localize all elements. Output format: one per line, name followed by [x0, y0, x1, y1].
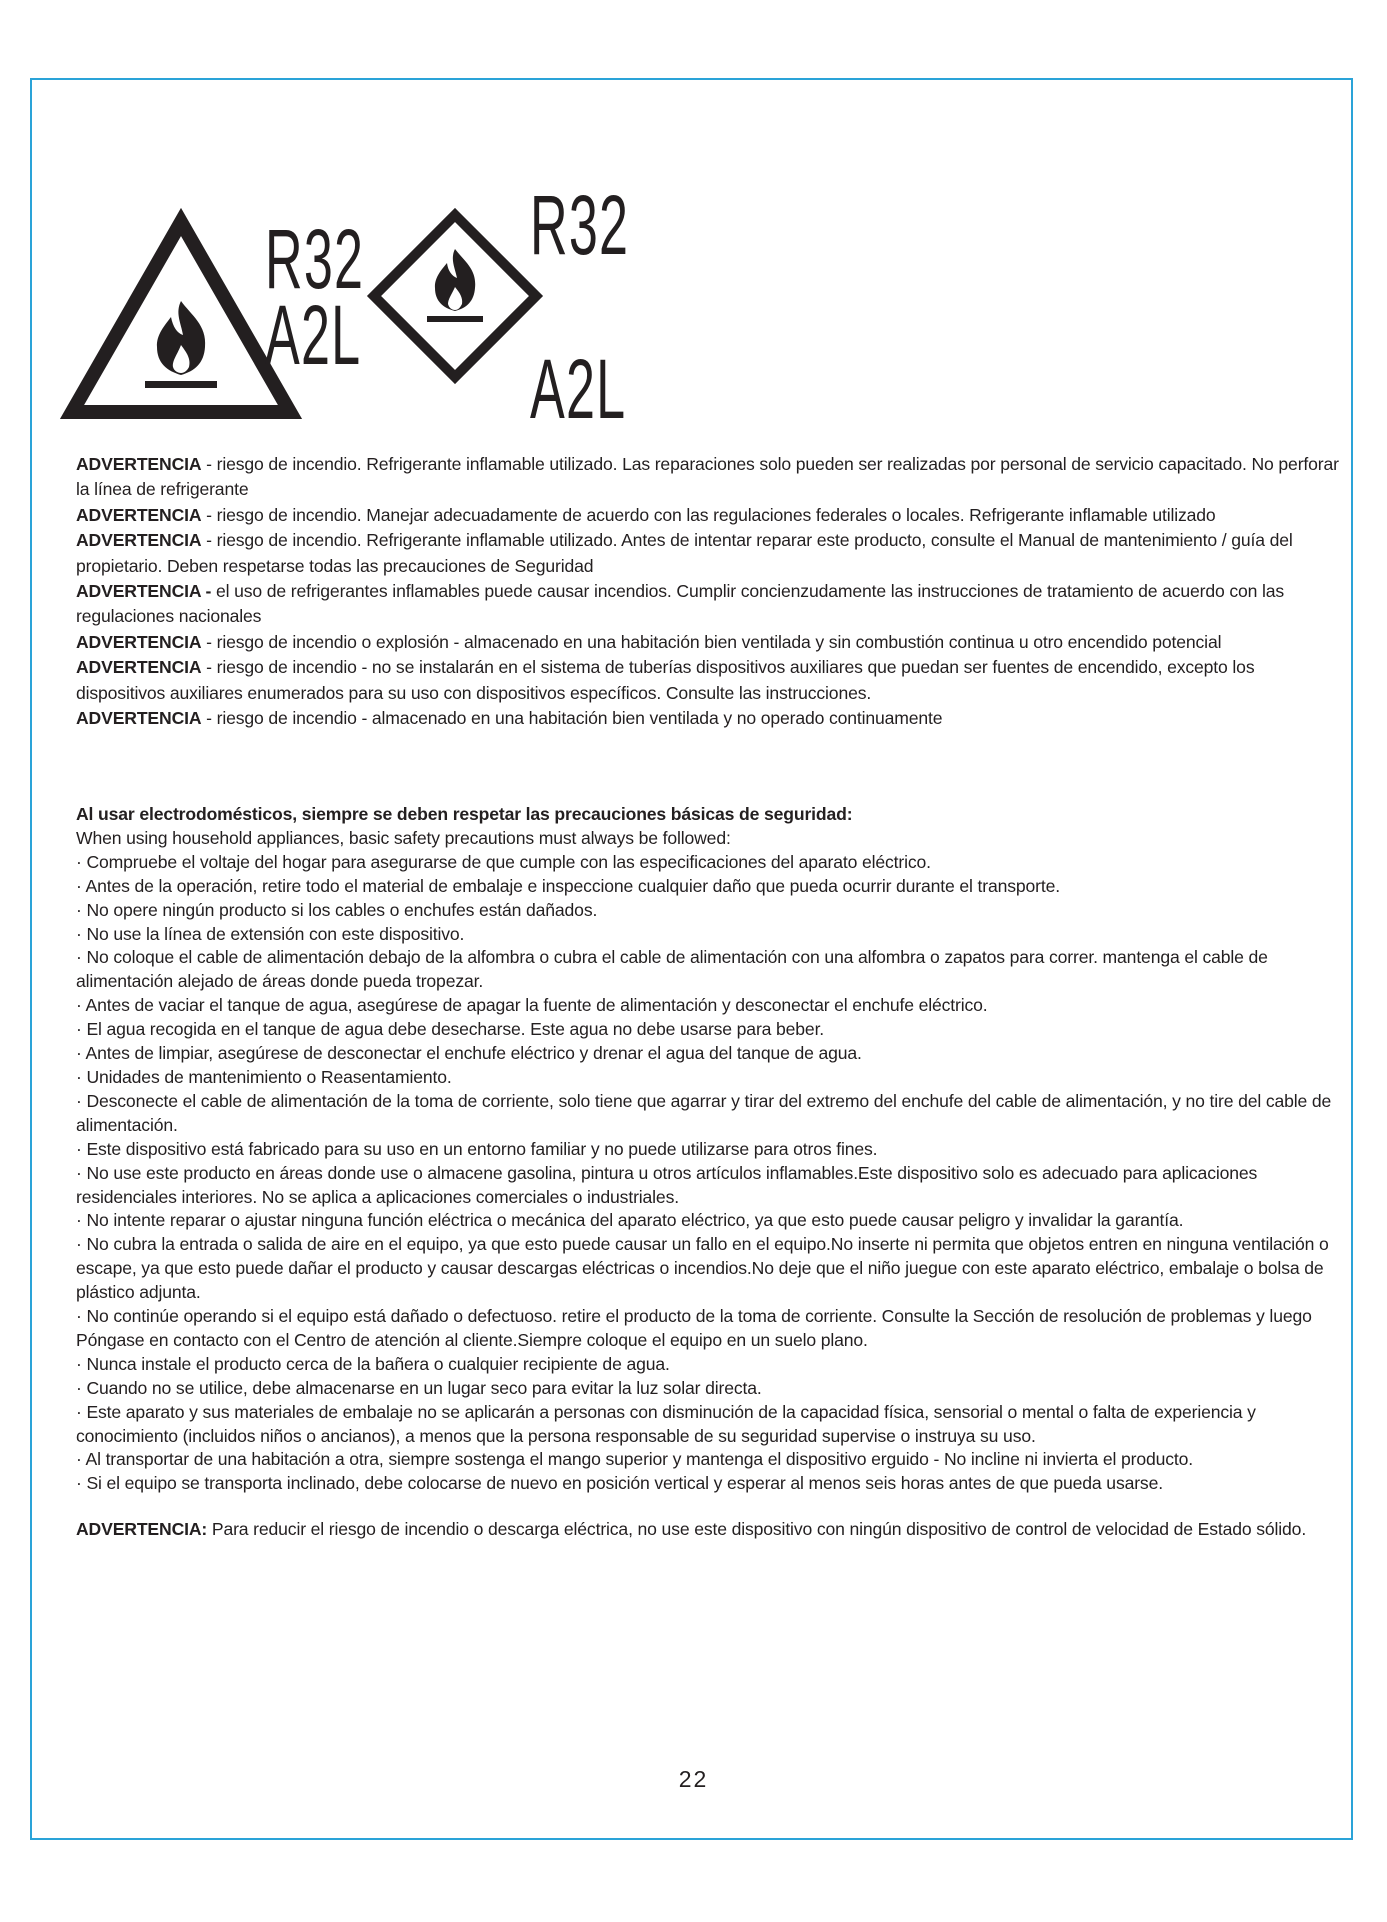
flame-icon — [145, 301, 217, 388]
safety-subheading: When using household appliances, basic safety precautions must always be followed: — [76, 827, 731, 848]
page-number: 22 — [678, 1766, 709, 1792]
list-item: · Al transportar de una habitación a otra, siempre sostenga el mango superior y mantenga el dispositivo erguido - No incline ni invierta el producto. — [76, 1448, 1346, 1472]
warning-label: ADVERTENCIA — [76, 631, 202, 652]
list-item: · Antes de vaciar el tanque de agua, asegúrese de apagar la fuente de alimentación y desconectar el enchufe eléctrico. — [76, 994, 1346, 1018]
safety-heading-text: Al usar electrodomésticos, siempre se deben respetar las precauciones básicas de seguridad: — [76, 804, 853, 824]
warning-label: ADVERTENCIA — [76, 708, 202, 729]
warning-text: - riesgo de incendio - no se instalarán en el sistema de tuberías dispositivos auxiliares que puedan ser fuentes de encendido, excepto los dispositivos auxiliares enumerados para su uso con dispositivos específicos. Consulte las instrucciones. — [76, 657, 1255, 703]
list-item: · Cuando no se utilice, debe almacenarse en un lugar seco para evitar la luz solar directa. — [76, 1377, 1346, 1401]
warning-label: ADVERTENCIA — [76, 657, 202, 678]
list-item: · No intente reparar o ajustar ninguna función eléctrica o mecánica del aparato eléctrico, ya que esto puede causar peligro y invalidar la garantía. — [76, 1209, 1346, 1233]
warning-text: - riesgo de incendio o explosión - almacenado en una habitación bien ventilada y sin combustión continua u otro encendido potencial — [201, 631, 1222, 652]
list-item: · Antes de limpiar, asegúrese de desconectar el enchufe eléctrico y drenar el agua del tanque de agua. — [76, 1042, 1346, 1066]
warning-label: ADVERTENCIA - — [76, 581, 212, 602]
warning-text: - riesgo de incendio. Manejar adecuadamente de acuerdo con las regulaciones federales o locales. Refrigerante inflamable utilizado — [201, 504, 1216, 525]
list-item: · No cubra la entrada o salida de aire en el equipo, ya que esto puede causar un fallo en el equipo.No inserte ni permita que objetos entren en ninguna ventilación o escape, ya que esto puede dañar el producto y causar descargas eléctricas o incendios.No deje que el niño juegue con este aparato eléctrico, embalaje o bolsa de plástico adjunta. — [76, 1233, 1346, 1305]
list-item: · No use este producto en áreas donde use o almacene gasolina, pintura u otros artículos inflamables.Este dispositivo solo es adecuado para aplicaciones residenciales interiores. No se aplica a aplicaciones comerciales o industriales. — [76, 1162, 1346, 1210]
warning-label: ADVERTENCIA — [76, 530, 202, 551]
list-item: · No use la línea de extensión con este dispositivo. — [76, 923, 1346, 947]
list-item: · Desconecte el cable de alimentación de la toma de corriente, solo tiene que agarrar y tirar del extremo del enchufe del cable de alimentación, y no tire del cable de alimentación. — [76, 1090, 1346, 1138]
warning-paragraph — [76, 528, 1346, 579]
flammable-refrigerant-symbols — [60, 175, 660, 440]
warning-paragraph — [76, 655, 1346, 706]
warning-text: - riesgo de incendio. Refrigerante inflamable utilizado. Antes de intentar reparar este producto, consulte el Manual de mantenimiento / guía del propietario. Deben respetarse todas las precauciones de Seguridad — [76, 530, 1293, 576]
warning-text: - riesgo de incendio. Refrigerante inflamable utilizado. Las reparaciones solo pueden ser realizadas por personal de servicio capacitado. No perforar la línea de refrigerante — [76, 454, 1339, 500]
warning-paragraph — [76, 452, 1346, 503]
diamond-safety-class: A2L — [530, 342, 627, 436]
list-item: · Antes de la operación, retire todo el material de embalaje e inspeccione cualquier daño que pueda ocurrir durante el transporte. — [76, 875, 1346, 899]
list-item: · Si el equipo se transporta inclinado, debe colocarse de nuevo en posición vertical y esperar al menos seis horas antes de que pueda usarse. — [76, 1472, 1346, 1496]
triangle-refrigerant-code: R32 — [265, 212, 365, 306]
warning-paragraph — [76, 630, 1346, 655]
list-item: · Unidades de mantenimiento o Reasentamiento. — [76, 1066, 1346, 1090]
diamond-refrigerant-code: R32 — [530, 178, 630, 272]
warning-paragraph — [76, 706, 1346, 731]
warning-text: - riesgo de incendio - almacenado en una habitación bien ventilada y no operado continuamente — [201, 708, 943, 729]
list-item: · Nunca instale el producto cerca de la bañera o cualquier recipiente de agua. — [76, 1353, 1346, 1377]
warning-label: ADVERTENCIA — [76, 454, 202, 474]
final-warning — [76, 1517, 1346, 1542]
refrigerant-warnings — [76, 452, 1346, 731]
warning-label: ADVERTENCIA — [76, 504, 202, 525]
warning-text: el uso de refrigerantes inflamables puede causar incendios. Cumplir concienzudamente las instrucciones de tratamiento de acuerdo con las regulaciones nacionales — [76, 581, 1285, 627]
safety-heading — [76, 803, 1346, 827]
warning-triangle-icon — [72, 222, 290, 412]
list-item: · Este dispositivo está fabricado para su uso en un entorno familiar y no puede utilizarse para otros fines. — [76, 1138, 1346, 1162]
list-item: · El agua recogida en el tanque de agua debe desecharse. Este agua no debe usarse para beber. — [76, 1018, 1346, 1042]
final-warning-text: Para reducir el riesgo de incendio o descarga eléctrica, no use este dispositivo con ningún dispositivo de control de velocidad de Estado sólido. — [207, 1519, 1307, 1539]
flame-icon — [427, 249, 483, 322]
safety-precautions — [76, 803, 1346, 1496]
list-item: · Este aparato y sus materiales de embalaje no se aplicarán a personas con disminución de la capacidad física, sensorial o mental o falta de experiencia y conocimiento (incluidos niños o ancianos), a menos que la persona responsable de su seguridad supervise o instruya su uso. — [76, 1401, 1346, 1449]
list-item: · No continúe operando si el equipo está dañado o defectuoso. retire el producto de la toma de corriente. Consulte la Sección de resolución de problemas y luego Póngase en contacto con el Centro de atención al cliente.Siempre coloque el equipo en un suelo plano. — [76, 1305, 1346, 1353]
triangle-safety-class: A2L — [265, 288, 362, 382]
final-warning-label: ADVERTENCIA: — [76, 1519, 208, 1539]
final-warning-paragraph — [76, 1517, 1346, 1542]
list-item: · No opere ningún producto si los cables o enchufes están dañados. — [76, 899, 1346, 923]
list-item: · Compruebe el voltaje del hogar para asegurarse de que cumple con las especificaciones del aparato eléctrico. — [76, 851, 1346, 875]
warning-diamond-icon — [374, 215, 536, 377]
warning-paragraph — [76, 503, 1346, 528]
warning-paragraph — [76, 579, 1346, 630]
list-item: · No coloque el cable de alimentación debajo de la alfombra o cubra el cable de alimentación con una alfombra o zapatos para correr. mantenga el cable de alimentación alejado de áreas donde pueda tropezar. — [76, 946, 1346, 994]
